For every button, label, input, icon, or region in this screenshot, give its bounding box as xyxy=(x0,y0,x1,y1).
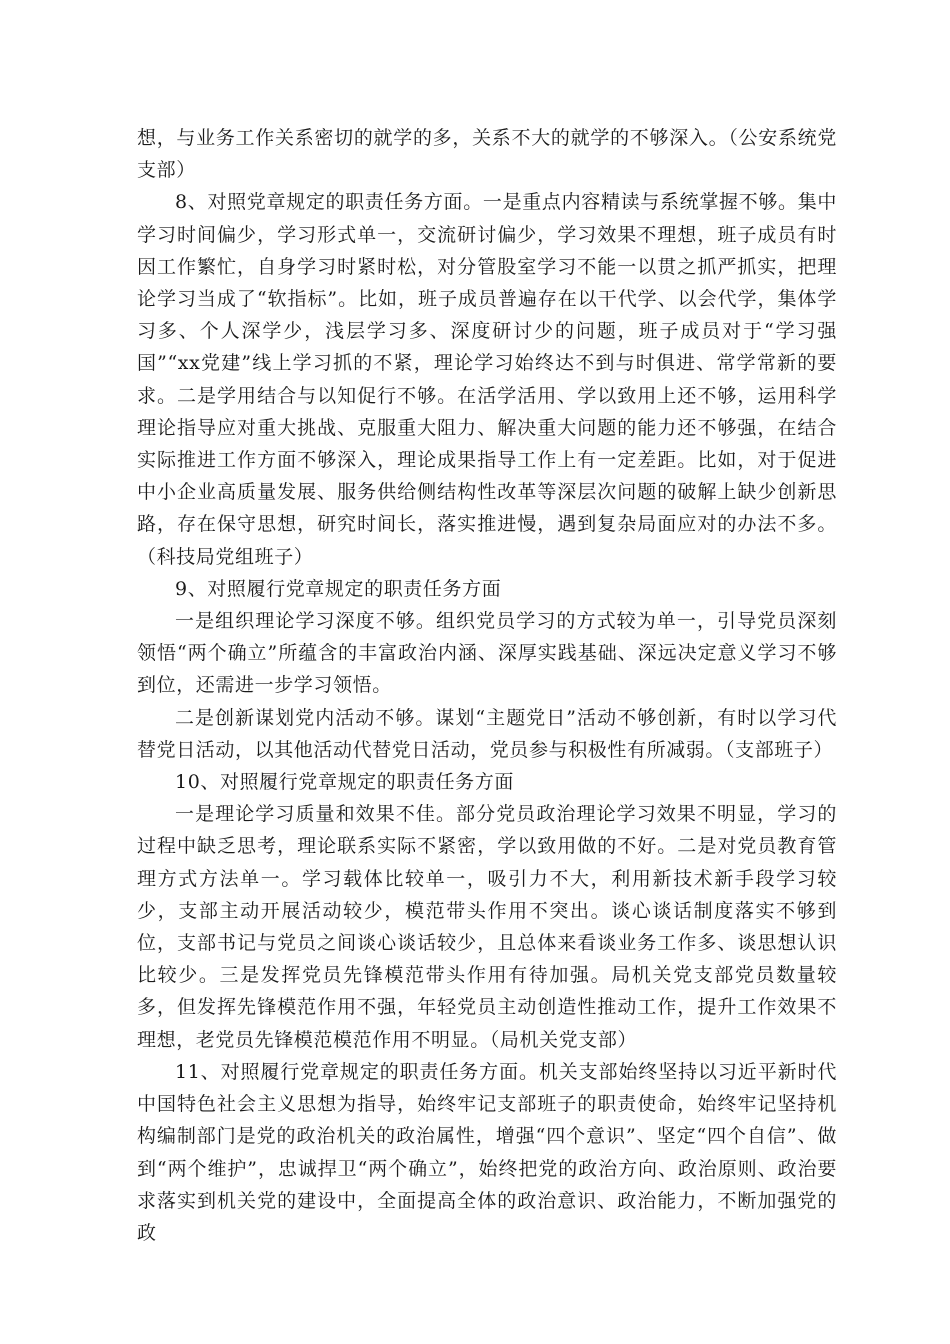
paragraph-1: 想，与业务工作关系密切的就学的多，关系不大的就学的不够深入。（公安系统党支部） xyxy=(137,127,837,182)
document-body xyxy=(137,122,837,1249)
paragraph-3: 9、对照履行党章规定的职责任务方面 xyxy=(175,577,502,600)
paragraph-2: 8、对照党章规定的职责任务方面。一是重点内容精读与系统掌握不够。集中学习时间偏少，学习形式单一，交流研讨偏少，学习效果不理想，班子成员有时因工作繁忙，自身学习时紧时松，对分管股室学习不能一以贯之抓严抓实，把理论学习当成了“软指标”。比如，班子成员普遍存在以干代学、以会代学，集体学习多、个人深学少，浅层学习多、深度研讨少的问题，班子成员对于“学习强国”“xx党建”线上学习抓的不紧，理论学习始终达不到与时俱进、常学常新的要求。二是学用结合与以知促行不够。在活学活用、学以致用上还不够，运用科学理论指导应对重大挑战、克服重大阻力、解决重大问题的能力还不够强，在结合实际推进工作方面不够深入，理论成果指导工作上有一定差距。比如，对于促进中小企业高质量发展、服务供给侧结构性改革等深层次问题的破解上缺少创新思路，存在保守思想，研究时间长，落实推进慢，遇到复杂局面应对的办法不多。（科技局党组班子） xyxy=(137,191,837,568)
paragraph-8: 11、对照履行党章规定的职责任务方面。机关支部始终坚持以习近平新时代中国特色社会主义思想为指导，始终牢记支部班子的职责使命，始终牢记坚持机构编制部门是党的政治机关的政治属性，增强“四个意识”、坚定“四个自信”、做到“两个维护”，忠诚捍卫“两个确立”，始终把党的政治方向、政治原则、政治要求落实到机关党的建设中，全面提高全体的政治意识、政治能力，不断加强党的政 xyxy=(137,1060,837,1244)
paragraph-5: 二是创新谋划党内活动不够。谋划“主题党日”活动不够创新，有时以学习代替党日活动，以其他活动代替党日活动，党员参与积极性有所减弱。（支部班子） xyxy=(137,706,837,761)
paragraph-7: 一是理论学习质量和效果不佳。部分党员政治理论学习效果不明显，学习的过程中缺乏思考，理论联系实际不紧密，学以致用做的不好。二是对党员教育管理方式方法单一。学习载体比较单一，吸引力不大，利用新技术新手段学习较少，支部主动开展活动较少，模范带头作用不突出。谈心谈话制度落实不够到位，支部书记与党员之间谈心谈话较少，且总体来看谈业务工作多、谈思想认识比较少。三是发挥党员先锋模范带头作用有待加强。局机关党支部党员数量较多，但发挥先锋模范作用不强，年轻党员主动创造性推动工作，提升工作效果不理想，老党员先锋模范模范作用不明显。（局机关党支部） xyxy=(137,803,837,1051)
paragraph-6: 10、对照履行党章规定的职责任务方面 xyxy=(175,771,514,794)
paragraph-4: 一是组织理论学习深度不够。组织党员学习的方式较为单一，引导党员深刻领悟“两个确立”所蕴含的丰富政治内涵、深厚实践基础、深远决定意义学习不够到位，还需进一步学习领悟。 xyxy=(137,610,837,697)
